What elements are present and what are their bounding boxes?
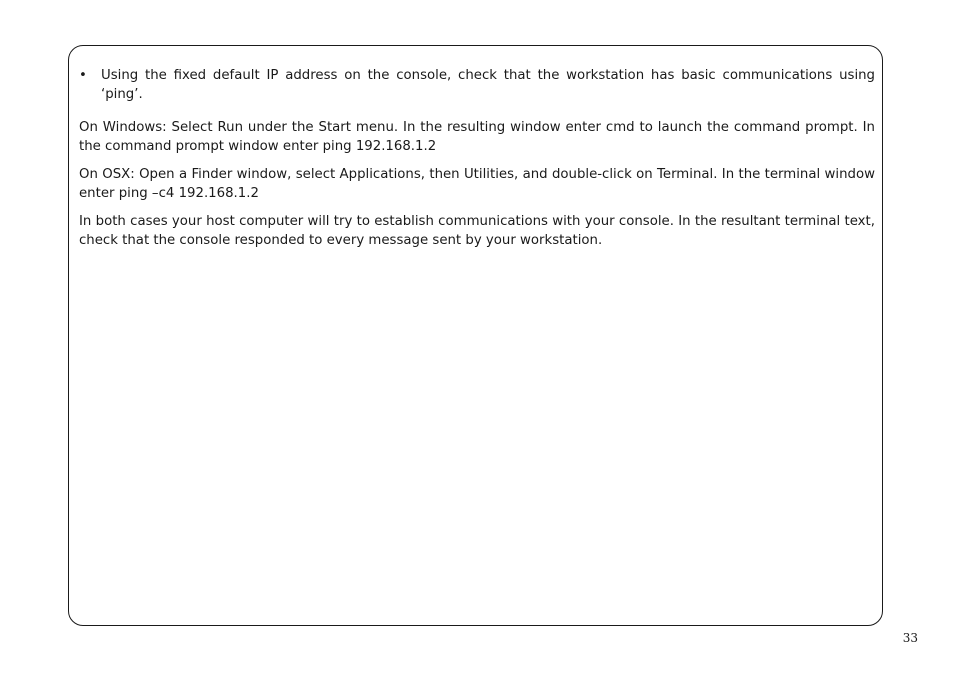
- bullet-icon: •: [79, 68, 87, 83]
- bullet-item: [79, 66, 875, 104]
- result-check-instructions: In both cases your host computer will try to establish communications with your console. In the resultant terminal text, check that the console responded to every message sent by your workstation.: [79, 214, 875, 248]
- windows-instructions: On Windows: Select Run under the Start menu. In the resulting window enter cmd to launch the command prompt. In the command prompt window enter ping 192.168.1.2: [79, 120, 875, 154]
- osx-instructions: On OSX: Open a Finder window, select Applications, then Utilities, and double-click on Terminal. In the terminal window enter ping –c4 192.168.1.2: [79, 167, 875, 201]
- bullet-text: Using the fixed default IP address on the console, check that the workstation has basic communications using ‘ping’.: [101, 68, 875, 102]
- page-number: 33: [902, 631, 918, 645]
- page-content: [79, 66, 875, 259]
